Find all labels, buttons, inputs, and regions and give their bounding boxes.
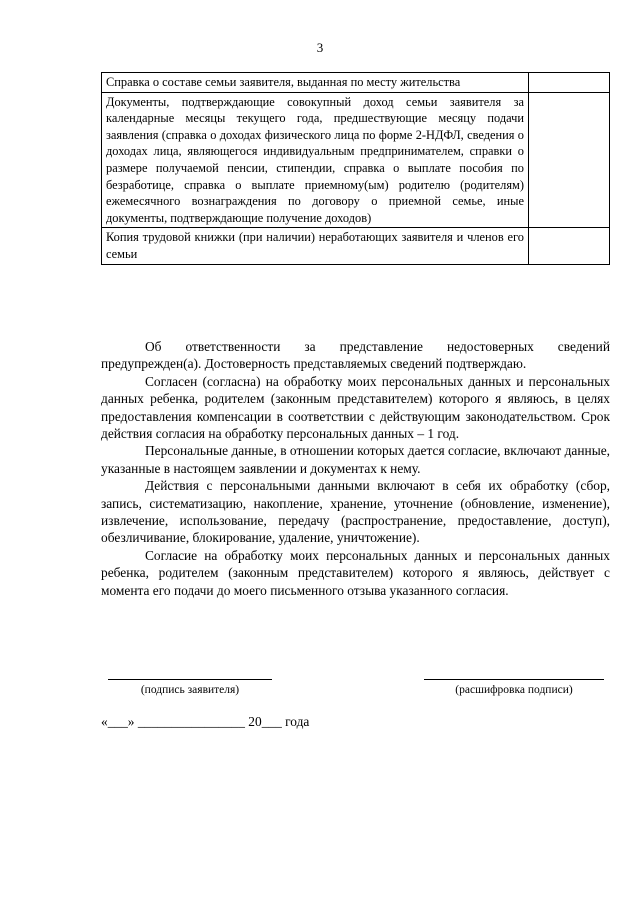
table-row [102,73,610,93]
signature-decoding-line [424,679,604,680]
signature-decoding-caption: (расшифровка подписи) [455,684,573,696]
table-cell-document: Копия трудовой книжки (при наличии) неработающих заявителя и членов его семьи [102,228,529,264]
table-row [102,92,610,228]
date-line: «___» ________________ 20___ года [101,714,310,729]
paragraph-processing-actions: Действия с персональными данными включают в себя их обработку (сбор, запись, систематизацию, накопление, хранение, уточнение (обновление, изменение), извлечение, использование, передачу (распространение, предоставление, доступ), обезличивание, блокирование, удаление, уничтожение). [101,478,610,546]
paragraph-consent: Согласен (согласна) на обработку моих персональных данных и персональных данных ребенка, родителем (законным представителем) которого я являюсь, в целях предоставления компенсации в соответствии с действующим законодательством. Срок действия согласия на обработку персональных данных – 1 год. [101,373,610,442]
paragraph-liability: Об ответственности за представление недостоверных сведений предупрежден(а). Достоверность представляемых сведений подтверждаю. [101,339,610,372]
table-cell-document: Документы, подтверждающие совокупный доход семьи заявителя за календарные месяцы текущего года, предшествующие месяцу подачи заявления (справка о доходах физического лица по форме 2-НДФЛ, сведения о доходах лица, являющегося индивидуальным предпринимателем, справки о размере получаемой пенсии, стипендии, справка о выплате пособия по безработице, справка о выплате приемному(ым) родителю (родителям) ежемесячного вознаграждения по договору о приемной семье, иные документы, подтверждающие получение доходов) [102,92,529,228]
table-cell-mark [529,92,610,228]
paragraph-data-scope: Персональные данные, в отношении которых дается согласие, включают данные, указанные в настоящем заявлении и документах к нему. [101,443,610,476]
paragraph-consent-validity: Согласие на обработку моих персональных данных и персональных данных ребенка, родителем (законным представителем) которого я являюсь, действует с момента его подачи до моего письменного отзыва указанного согласия. [101,547,610,598]
page-number: 3 [316,40,324,55]
table-cell-mark [529,228,610,264]
table-cell-document: Справка о составе семьи заявителя, выданная по месту жительства [102,73,529,93]
documents-table [101,72,610,265]
table-cell-mark [529,73,610,93]
applicant-signature-line [108,679,272,680]
table-row [102,228,610,264]
consent-text [101,338,610,599]
applicant-signature-caption: (подпись заявителя) [140,684,240,696]
